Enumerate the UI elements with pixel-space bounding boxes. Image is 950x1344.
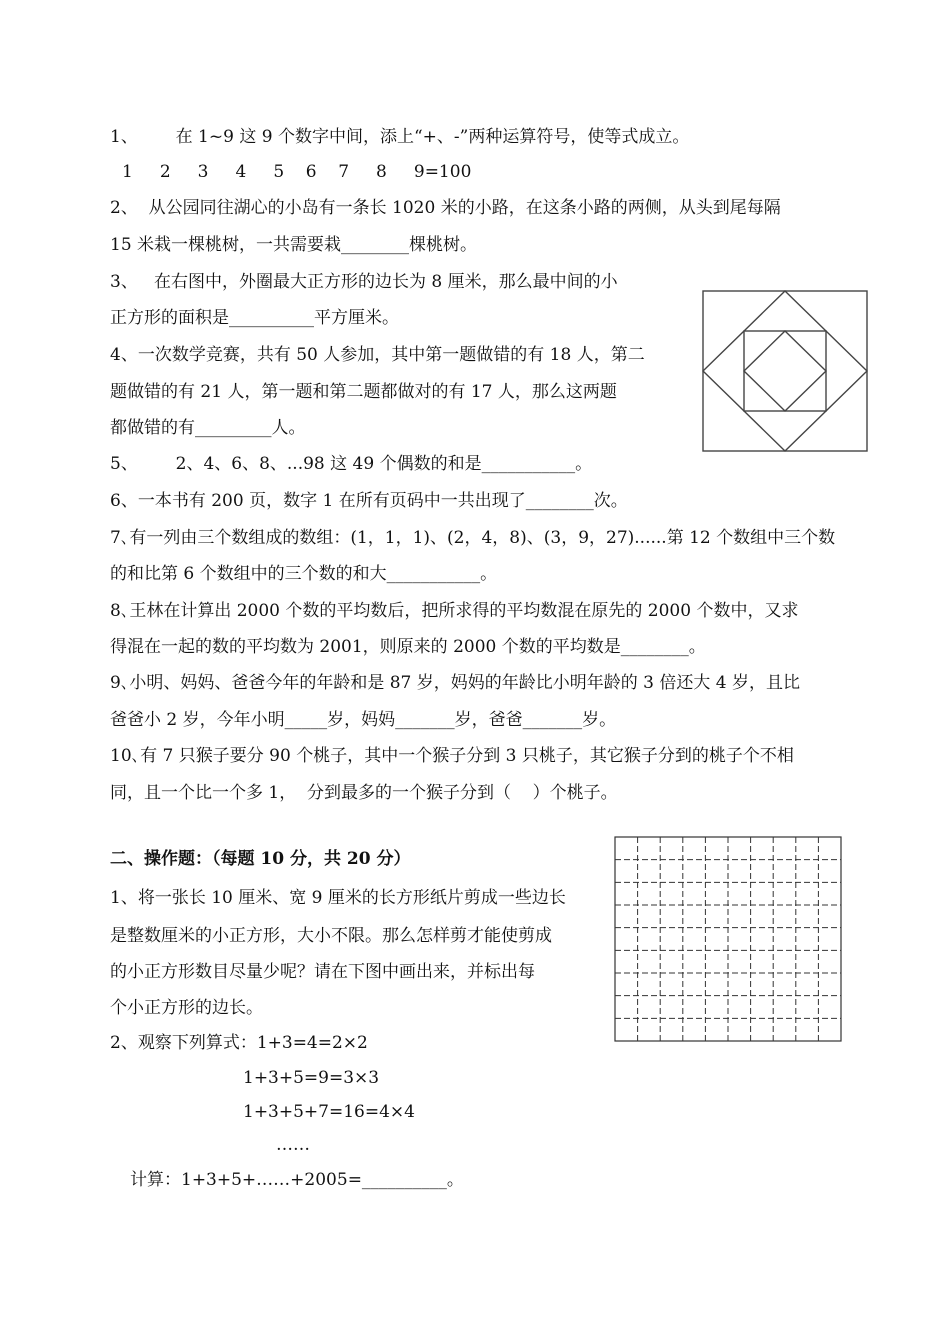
- s2-p1-line1: 1、将一张长 10 厘米、宽 9 厘米的长方形纸片剪成一些边长: [110, 888, 566, 908]
- section2-heading: 二、操作题：（每题 10 分，共 20 分）: [110, 849, 411, 869]
- s2-p1-line3: 的小正方形数目尽量少呢？请在下图中画出来，并标出每: [110, 962, 535, 982]
- q7-line2: 的和比第 6 个数组中的三个数的和大___________。: [110, 564, 498, 584]
- q9-line1: 9､小明、妈妈、爸爸今年的年龄和是 87 岁，妈妈的年龄比小明年龄的 3 倍还大 4 岁，且比: [110, 673, 801, 693]
- q10-line1: 10､有 7 只猴子要分 90 个桃子，其中一个猴子分到 3 只桃子，其它猴子分到的桃子个不相: [110, 746, 794, 766]
- q1-equation: 1 2 3 4 5 6 7 8 9=100: [122, 162, 472, 182]
- outer-square: [703, 291, 867, 451]
- q6-line1: 6、一本书有 200 页，数字 1 在所有页码中一共出现了________次。: [110, 491, 628, 511]
- q4-line3: 都做错的有_________人。: [110, 418, 306, 438]
- q3-line2: 正方形的面积是__________平方厘米。: [110, 308, 399, 328]
- s2-p2-compute: 计算：1+3+5+……+2005=__________。: [130, 1170, 464, 1190]
- s2-p1-line4: 个小正方形的边长。: [110, 998, 263, 1018]
- q4-line2: 题做错的有 21 人，第一题和第二题都做对的有 17 人，那么这两题: [110, 382, 617, 402]
- q10-line2: 同，且一个比一个多 1， 分到最多的一个猴子分到（ ）个桃子。: [110, 783, 618, 803]
- q2-line2: 15 米栽一棵桃树，一共需要栽________棵桃树。: [110, 235, 478, 255]
- diamond-large: [703, 291, 867, 451]
- diamond-small: [744, 331, 826, 411]
- q9-line2: 爸爸小 2 岁，今年小明_____岁，妈妈_______岁，爸爸_______岁。: [110, 710, 617, 730]
- grid-paper-figure: [614, 836, 842, 1042]
- nested-squares-figure: [702, 290, 868, 452]
- q7-line1: 7､有一列由三个数组成的数组：(1，1，1)、(2，4，8)、(3，9，27)......第 12 个数组中三个数: [110, 528, 836, 548]
- s2-p2-eq3: 1+3+5+7=16=4×4: [243, 1102, 415, 1122]
- q1-line1: 1、 在 1~9 这 9 个数字中间，添上“+、-”两种运算符号，使等式成立。: [110, 127, 690, 147]
- q5-line1: 5、 2、4、6、8、...98 这 49 个偶数的和是___________。: [110, 454, 593, 474]
- s2-p2-line1: 2、观察下列算式：1+3=4=2×2: [110, 1033, 368, 1053]
- q3-line1: 3、 在右图中，外圈最大正方形的边长为 8 厘米，那么最中间的小: [110, 272, 618, 292]
- middle-square: [744, 331, 826, 411]
- s2-p2-eq2: 1+3+5=9=3×3: [243, 1068, 380, 1088]
- q8-line2: 得混在一起的数的平均数为 2001，则原来的 2000 个数的平均数是________。: [110, 637, 706, 657]
- q8-line1: 8､王林在计算出 2000 个数的平均数后，把所求得的平均数混在原先的 2000 个数中，又求: [110, 601, 799, 621]
- s2-p1-line2: 是整数厘米的小正方形，大小不限。那么怎样剪才能使剪成: [110, 926, 552, 946]
- q2-line1: 2、 从公园同往湖心的小岛有一条长 1020 米的小路，在这条小路的两侧，从头到尾每隔: [110, 198, 781, 218]
- s2-p2-dots: ……: [276, 1135, 310, 1155]
- q4-line1: 4、一次数学竞赛，共有 50 人参加，其中第一题做错的有 18 人，第二: [110, 345, 645, 365]
